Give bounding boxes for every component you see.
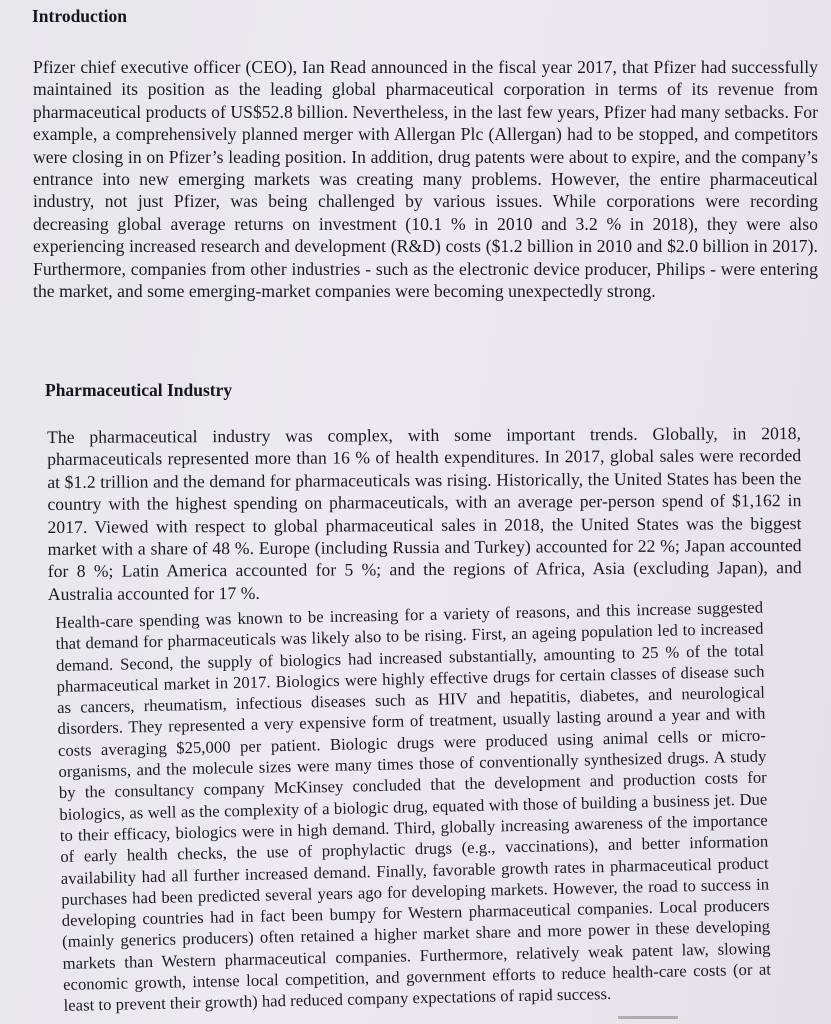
pharmaceutical-industry-paragraph-1: The pharmaceutical industry was complex, with some important trends. Globally, in 2018, pharmaceuticals represented more than 16 % of health expenditures. In 2017, global sales were recorded at $1.2 trillion and the demand for pharmaceuticals was rising. Historically, the United States has been the country with the highest spending on pharmaceuticals, with an average per-person spend of $1,162 in 2017. Viewed with respect to global pharmaceutical sales in 2018, the United States was the biggest market with a share of 48 %. Europe (including Russia and Turkey) accounted for 22 %; Japan accounted for 8 %; Latin America accounted for 5 %; and the regions of Africa, Asia (excluding Japan), and Australia accounted for 17 %. (47, 423, 802, 604)
introduction-paragraph: Pfizer chief executive officer (CEO), Ian Read announced in the fiscal year 2017, that Pfizer had successfully maintained its position as the leading global pharmaceutical corporation in terms of its revenue from pharmaceutical products of US$52.8 billion. Nevertheless, in the last few years, Pfizer had many setbacks. For example, a comprehensively planned merger with Allergan Plc (Allergan) had to be stopped, and competitors were closing in on Pfizer’s leading position. In addition, drug patents were about to expire, and the company’s entrance into new emerging markets was creating many problems. However, the entire pharmaceutical industry, not just Pfizer, was being challenged by various issues. While corporations were recording decreasing global average returns on investment (10.1 % in 2010 and 3.2 % in 2018), they were also experiencing increased research and development (R&D) costs ($1.2 billion in 2010 and $2.0 billion in 2017). Furthermore, companies from other industries - such as the electronic device producer, Philips - were entering the market, and some emerging-market companies were becoming unexpectedly strong. (33, 57, 818, 302)
pharmaceutical-industry-paragraph-2: Health-care spending was known to be increasing for a variety of reasons, and this increase suggested that demand for pharmaceuticals was likely also to be rising. First, an ageing population led to increased demand. Second, the supply of biologics had increased substantially, amounting to 25 % of the total pharmaceutical market in 2017. Biologics were highly effective drugs for certain classes of disease such as cancers, rheumatism, infectious diseases such as HIV and hepatitis, diabetes, and neurological disorders. They represented a very expensive form of treatment, usually lasting around a year and with costs averaging $25,000 per patient. Biologic drugs were produced using animal cells or micro-organisms, and the molecule sizes were many times those of conventionally synthesized drugs. A study by the consultancy company McKinsey concluded that the development and production costs for biologics, as well as the complexity of a biologic drug, equated with those of building a business jet. Due to their efficacy, biologics were in high demand. Third, globally increasing awareness of the importance of early health checks, the use of prophylactic drugs (e.g., vaccinations), and better information availability had all further increased demand. Finally, favorable growth rates in pharmaceutical product purchases had been predicted several years ago for developing markets. However, the road to success in developing countries had in fact been bumpy for Western pharmaceutical companies. Local producers (mainly generics producers) often retained a higher market share and more power in these developing markets than Western pharmaceutical companies. Furthermore, relatively weak patent law, slowing economic growth, intense local competition, and government efforts to reduce health-care costs (or at least to prevent their growth) had reduced company expectations of rapid success. (55, 597, 772, 1016)
pharmaceutical-industry-heading: Pharmaceutical Industry (45, 380, 233, 400)
introduction-heading: Introduction (32, 6, 127, 26)
page-footer-fragment (618, 1016, 678, 1019)
